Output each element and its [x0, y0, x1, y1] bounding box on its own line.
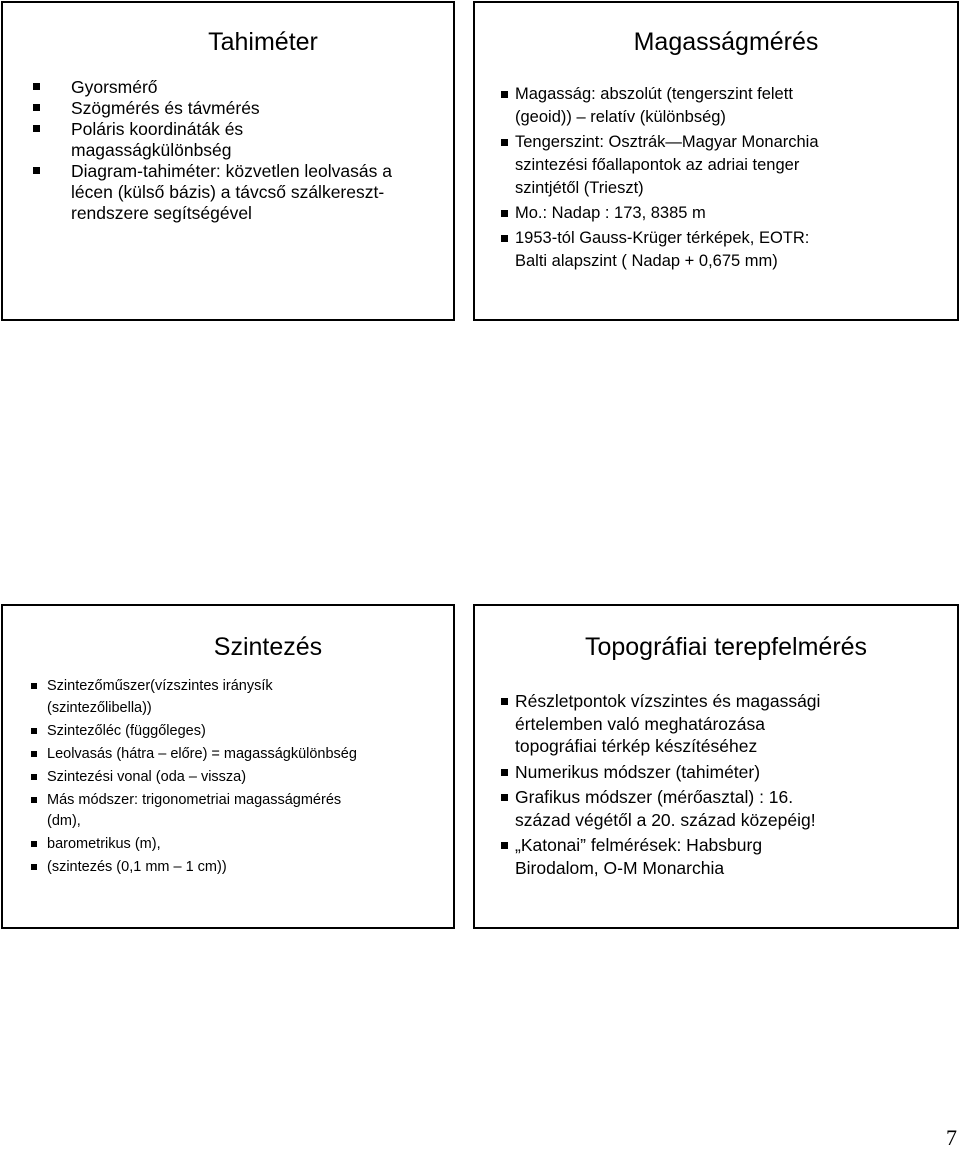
list-item: [515, 834, 945, 879]
square-bullet-icon: [501, 794, 508, 801]
list-item: [47, 676, 447, 719]
square-bullet-icon: [501, 842, 508, 849]
slide-szintezes: [1, 604, 455, 929]
list-item: [515, 786, 945, 831]
page-number: 7: [946, 1125, 957, 1150]
bullet-text: rendszere segítségével: [71, 203, 252, 223]
list-item: [47, 857, 447, 879]
square-bullet-icon: [501, 698, 508, 705]
bullet-text: Szintezőműszer(vízszintes iránysík: [47, 678, 273, 694]
bullet-text: Balti alapszint ( Nadap + 0,675 mm): [515, 252, 778, 270]
slide-title: Topográfiai terepfelmérés: [584, 633, 868, 661]
list-item: [55, 161, 435, 224]
square-bullet-icon: [501, 210, 508, 217]
list-item: [47, 790, 447, 833]
bullet-text: század végétől a 20. század közepéig!: [515, 809, 816, 830]
bullet-text: Tengerszint: Osztrák—Magyar Monarchia: [515, 133, 819, 151]
slide-tahimeter: [1, 1, 455, 321]
bullet-text: Poláris koordináták és: [71, 119, 244, 139]
slide-magassagmeres: [473, 1, 959, 321]
square-bullet-icon: [31, 728, 37, 734]
bullet-text: (szintezés (0,1 mm – 1 cm)): [47, 859, 227, 875]
square-bullet-icon: [31, 864, 37, 870]
bullet-text: (szintezőlibella)): [47, 699, 152, 716]
bullet-text: Szögmérés és távmérés: [71, 98, 260, 118]
bullet-text: Grafikus módszer (mérőasztal) : 16.: [515, 787, 794, 807]
bullet-text: (geoid)) – relatív (különbség): [515, 108, 726, 126]
list-item: [515, 202, 935, 225]
bullet-text: szintezési főallapontok az adriai tenger: [515, 156, 800, 174]
list-item: [515, 83, 935, 129]
bullet-text: szintjétől (Trieszt): [515, 179, 644, 197]
bullet-text: Magasság: abszolút (tengerszint felett: [515, 85, 793, 103]
list-item: [515, 761, 945, 784]
bullet-text: Leolvasás (hátra – előre) = magasságkülönbség: [47, 745, 357, 762]
bullet-text: Diagram-tahiméter: közvetlen leolvasás a: [71, 161, 392, 181]
slide-title: Magasságmérés: [633, 28, 819, 56]
bullet-list: [55, 77, 435, 224]
square-bullet-icon: [501, 139, 508, 146]
bullet-text: Más módszer: trigonometriai magasságmérés: [47, 791, 342, 808]
bullet-text: 1953-tól Gauss-Krüger térképek, EOTR:: [515, 229, 810, 247]
list-item: [55, 119, 435, 161]
bullet-text: (dm),: [47, 813, 81, 829]
square-bullet-icon: [501, 91, 508, 98]
bullet-text: Numerikus módszer (tahiméter): [515, 761, 761, 782]
square-bullet-icon: [33, 83, 40, 90]
bullet-text: Szintezési vonal (oda – vissza): [47, 768, 247, 785]
square-bullet-icon: [501, 235, 508, 242]
list-item: [47, 767, 447, 789]
square-bullet-icon: [33, 125, 40, 132]
bullet-text: Birodalom, O-M Monarchia: [515, 857, 725, 878]
slide-topografiai: [473, 604, 959, 929]
list-item: [55, 98, 435, 119]
bullet-text: értelemben való meghatározása: [515, 713, 766, 734]
square-bullet-icon: [31, 751, 37, 757]
square-bullet-icon: [31, 841, 37, 847]
bullet-text: barometrikus (m),: [47, 836, 161, 852]
slide-title: Tahiméter: [208, 28, 318, 56]
square-bullet-icon: [31, 774, 37, 780]
square-bullet-icon: [501, 769, 508, 776]
slide-title: Szintezés: [213, 633, 323, 661]
square-bullet-icon: [31, 683, 37, 689]
list-item: [47, 744, 447, 766]
bullet-text: topográfiai térkép készítéséhez: [515, 736, 758, 756]
square-bullet-icon: [33, 104, 40, 111]
bullet-text: Gyorsmérő: [71, 77, 158, 97]
list-item: [47, 834, 447, 856]
bullet-text: lécen (külső bázis) a távcső szálkereszt-: [71, 182, 385, 202]
list-item: [515, 227, 935, 273]
bullet-text: „Katonai” felmérések: Habsburg: [515, 835, 763, 855]
square-bullet-icon: [31, 797, 37, 803]
bullet-text: Szintezőléc (függőleges): [47, 722, 206, 739]
list-item: [55, 77, 435, 98]
list-item: [515, 131, 935, 200]
bullet-list: [47, 676, 447, 880]
square-bullet-icon: [33, 167, 40, 174]
list-item: [47, 721, 447, 743]
bullet-list: [515, 690, 945, 882]
bullet-text: Részletpontok vízszintes és magassági: [515, 691, 821, 711]
bullet-text: Mo.: Nadap : 173, 8385 m: [515, 204, 706, 222]
bullet-text: magasságkülönbség: [71, 140, 232, 160]
list-item: [515, 690, 945, 758]
bullet-list: [515, 83, 935, 275]
